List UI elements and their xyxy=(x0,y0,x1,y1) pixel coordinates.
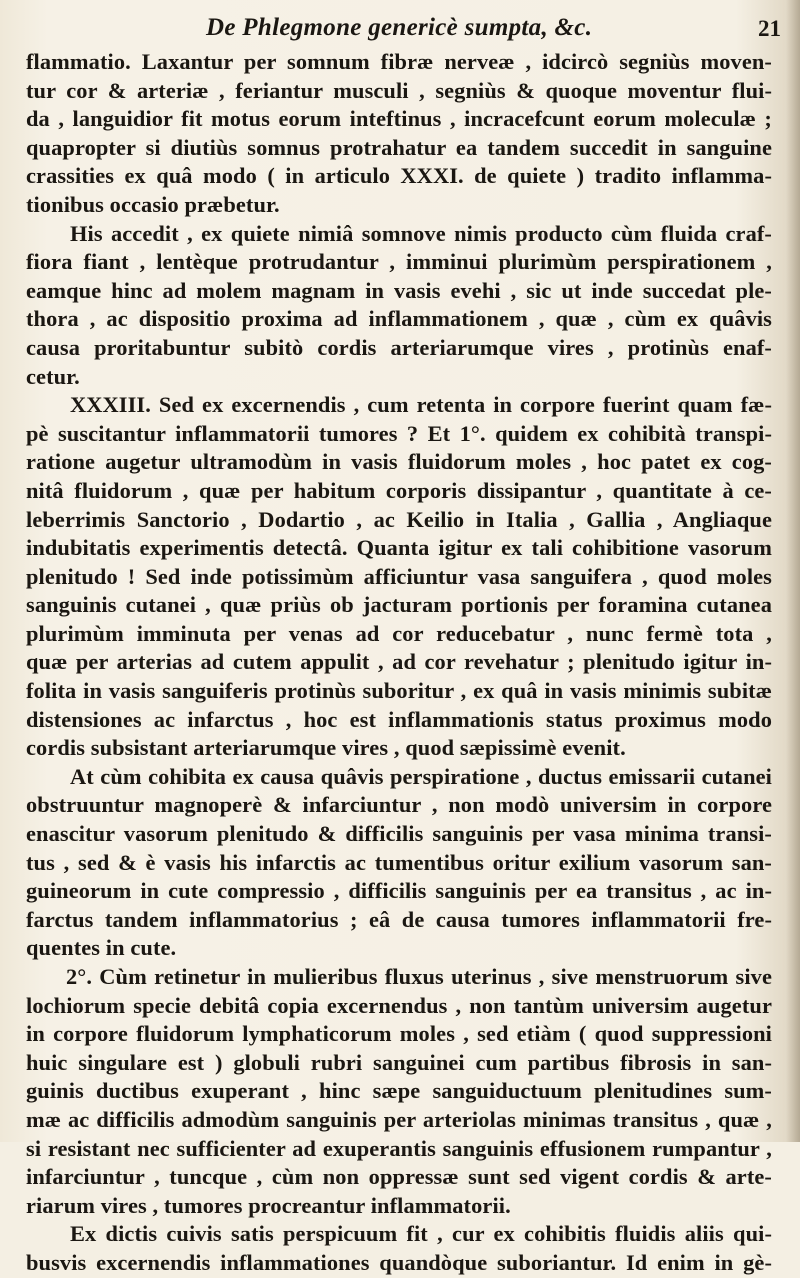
text-line: infarciuntur , tuncque , cùm non oppressæ sunt sed vigent cordis & arte- xyxy=(26,1164,772,1190)
text-line: distensiones ac infarctus , hoc est inflammationis status proximus modo xyxy=(26,706,772,732)
paragraph-start: His accedit , ex quiete nimiâ somnove nimis producto cùm fluida craf- xyxy=(70,220,772,246)
text-line: thora , ac dispositio proxima ad inflammationem , quæ , cùm ex quâvis xyxy=(26,306,772,332)
text-line: busvis excernendis inflammationes quandòque suboriantur. Id enim in gè- xyxy=(26,1249,772,1275)
text-line: leberrimis Sanctorio , Dodartio , ac Keilio in Italia , Gallia , Angliaque xyxy=(26,506,772,532)
text-line: fiora fiant , lentèque protrudantur , imminui plurimùm perspirationem , xyxy=(26,249,772,275)
running-head xyxy=(0,12,800,46)
text-line: quapropter si diutiùs somnus protrahatur ea tandem succedit in sanguine xyxy=(26,134,772,160)
page-number: 21 xyxy=(758,16,781,41)
text-line: si resistant nec sufficienter ad exuperantis sanguinis effusionem rumpantur , xyxy=(26,1135,772,1161)
text-line: obstruuntur magnoperè & infarciuntur , non modò universim in corpore xyxy=(26,792,772,818)
text-line: cordis subsistant arteriarumque vires , quod sæpissimè evenit. xyxy=(26,735,626,761)
text-line: crassities ex quâ modo ( in articulo XXXI. de quiete ) tradito inflamma- xyxy=(26,163,772,189)
text-line: mæ ac difficilis admodùm sanguinis per arteriolas minimas transitus , quæ , xyxy=(26,1106,772,1132)
text-line: nitâ fluidorum , quæ per habitum corporis dissipantur , quantitate à ce- xyxy=(26,477,772,503)
text-line: enascitur vasorum plenitudo & difficilis sanguinis per vasa minima transi- xyxy=(26,821,772,847)
text-line: quentes in cute. xyxy=(26,935,177,961)
text-line: lochiorum specie debitâ copia excernendus , non tantùm universim augetur xyxy=(26,992,772,1018)
text-line: tur cor & arteriæ , feriantur musculi , segniùs & quoque moventur flui- xyxy=(26,77,772,103)
text-line: causa proritabuntur subitò cordis arteriarumque vires , protinùs enaf- xyxy=(26,334,772,360)
text-line: huic singulare est ) globuli rubri sanguinei cum partibus fibrosis in san- xyxy=(26,1049,772,1075)
text-line: flammatio. Laxantur per somnum fibræ nerveæ , idcircò segniùs moven- xyxy=(26,49,772,74)
paragraph-start: 2°. Cùm retinetur in mulieribus fluxus uterinus , sive menstruorum sive xyxy=(66,964,772,989)
text-line: indubitatis experimentis detectâ. Quanta igitur ex tali cohibitione vasorum xyxy=(26,535,772,561)
text-line: folita in vasis sanguiferis protinùs suboritur , ex quâ in vasis minimis subitæ xyxy=(26,678,772,704)
text-line: quæ per arterias ad cutem appulit , ad cor revehatur ; plenitudo igitur in- xyxy=(26,649,772,675)
text-line: da , languidior fit motus eorum inteftinus , incracefcunt eorum moleculæ ; xyxy=(26,106,772,132)
text-line: cetur. xyxy=(26,363,80,389)
running-title: De Phlegmone genericè sumpta, &c. xyxy=(206,14,593,41)
text-line: pè suscitantur inflammatorii tumores ? Et 1°. quidem ex cohibità transpi- xyxy=(26,420,772,446)
text-line: guinis ductibus exuperant , hinc sæpe sanguiductuum plenitudines sum- xyxy=(26,1078,772,1104)
text-line: eamque hinc ad molem magnam in vasis evehi , sic ut inde succedat ple- xyxy=(26,277,772,303)
paragraph-start: Ex dictis cuivis satis perspicuum fit , cur ex cohibitis fluidis aliis qui- xyxy=(70,1221,772,1247)
text-line: sanguinis cutanei , quæ priùs ob jacturam portionis per foramina cutanea xyxy=(26,592,772,618)
body-text xyxy=(26,48,772,1278)
text-line: plenitudo ! Sed inde potissimùm afficiuntur vasa sanguifera , quod moles xyxy=(26,563,772,589)
text-line: in corpore fluidorum lymphaticorum moles , sed etiàm ( quod suppressioni xyxy=(26,1021,772,1047)
text-line: tionibus occasio præbetur. xyxy=(26,191,280,217)
text-line: ratione augetur ultramodùm in vasis fluidorum moles , hoc patet ex cog- xyxy=(26,449,772,475)
text-line: farctus tandem inflammatorius ; eâ de causa tumores inflammatorii fre- xyxy=(26,906,772,932)
page-edge-shadow xyxy=(786,0,800,1142)
text-line: plurimùm imminuta per venas ad cor reducebatur , nunc fermè tota , xyxy=(26,620,772,646)
text-line: tus , sed & è vasis his infarctis ac tumentibus oritur exilium vasorum san- xyxy=(26,849,772,875)
section-heading-line: XXXIII. Sed ex excernendis , cum retenta in corpore fuerint quam fæ- xyxy=(70,392,772,418)
text-line: guineorum in cute compressio , difficilis sanguinis per ea transitus , ac in- xyxy=(26,878,772,904)
paragraph-start: At cùm cohibita ex causa quâvis perspiratione , ductus emissarii cutanei xyxy=(70,763,772,789)
text-line: riarum vires , tumores procreantur inflammatorii. xyxy=(26,1192,511,1218)
